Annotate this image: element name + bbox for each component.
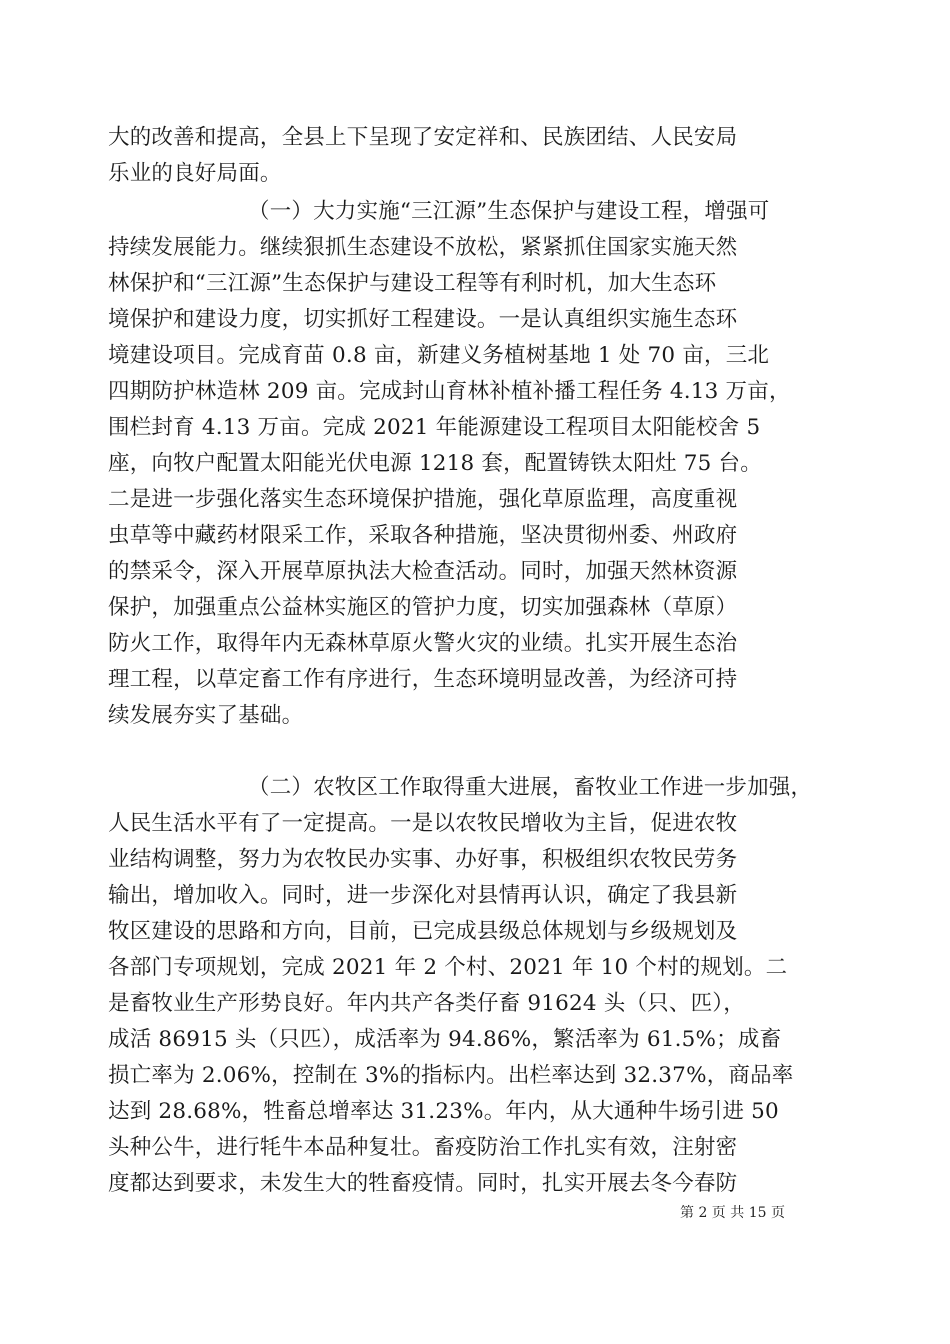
body-text-line: 二是进一步强化落实生态环境保护措施，强化草原监理，高度重视: [108, 487, 738, 512]
body-text-line: 度都达到要求，未发生大的牲畜疫情。同时，扎实开展去冬今春防: [108, 1171, 738, 1196]
body-text-line: 的禁采令，深入开展草原执法大检查活动。同时，加强天然林资源: [108, 559, 738, 584]
body-text-line: 人民生活水平有了一定提高。一是以农牧民增收为主旨，促进农牧: [108, 811, 738, 836]
section-heading-line: （一）大力实施“三江源”生态保护与建设工程，增强可: [248, 199, 770, 224]
body-text-line: 成活 86915 头（只匹），成活率为 94.86%，繁活率为 61.5%；成畜: [108, 1027, 782, 1052]
body-text-line: 持续发展能力。继续狠抓生态建设不放松，紧紧抓住国家实施天然: [108, 235, 738, 260]
body-text-line: 损亡率为 2.06%，控制在 3%的指标内。出栏率达到 32.37%，商品率: [108, 1063, 794, 1088]
body-text-line: 头种公牛，进行牦牛本品种复壮。畜疫防治工作扎实有效，注射密: [108, 1135, 738, 1160]
body-text-line: 境建设项目。完成育苗 0.8 亩，新建义务植树基地 1 处 70 亩，三北: [108, 343, 770, 368]
body-text-line: 续发展夯实了基础。: [108, 703, 304, 728]
body-text-line: 理工程，以草定畜工作有序进行，生态环境明显改善，为经济可持: [108, 667, 738, 692]
body-text-line: 是畜牧业生产形势良好。年内共产各类仔畜 91624 头（只、匹），: [108, 991, 745, 1016]
body-text-line: 林保护和“三江源”生态保护与建设工程等有利时机，加大生态环: [108, 271, 717, 296]
body-text-line: 座，向牧户配置太阳能光伏电源 1218 套，配置铸铁太阳灶 75 台。: [108, 451, 762, 476]
body-text-line: 业结构调整，努力为农牧民办实事、办好事，积极组织农牧民劳务: [108, 847, 738, 872]
body-text-line: 大的改善和提高，全县上下呈现了安定祥和、民族团结、人民安局: [108, 125, 738, 150]
body-text-line: 输出，增加收入。同时，进一步深化对县情再认识，确定了我县新: [108, 883, 738, 908]
body-text-line: 围栏封育 4.13 万亩。完成 2021 年能源建设工程项目太阳能校舍 5: [108, 415, 761, 440]
body-text-line: 保护，加强重点公益林实施区的管护力度，切实加强森林（草原）: [108, 595, 738, 620]
body-text-line: 各部门专项规划，完成 2021 年 2 个村、2021 年 10 个村的规划。二: [108, 955, 788, 980]
body-text-line: 虫草等中藏药材限采工作，采取各种措施，坚决贯彻州委、州政府: [108, 523, 738, 548]
body-text-line: 牧区建设的思路和方向，目前，已完成县级总体规划与乡级规划及: [108, 919, 738, 944]
body-text-line: 四期防护林造林 209 亩。完成封山育林补植补播工程任务 4.13 万亩，: [108, 379, 791, 404]
body-text-line: 达到 28.68%，牲畜总增率达 31.23%。年内，从大通种牛场引进 50: [108, 1099, 779, 1124]
section-heading-line: （二）农牧区工作取得重大进展，畜牧业工作进一步加强，: [248, 775, 813, 800]
page-number-footer: 第 2 页 共 15 页: [680, 1205, 785, 1221]
body-text-line: 防火工作，取得年内无森林草原火警火灾的业绩。扎实开展生态治: [108, 631, 738, 656]
body-text-line: 境保护和建设力度，切实抓好工程建设。一是认真组织实施生态环: [108, 307, 738, 332]
body-text-line: 乐业的良好局面。: [108, 161, 282, 186]
